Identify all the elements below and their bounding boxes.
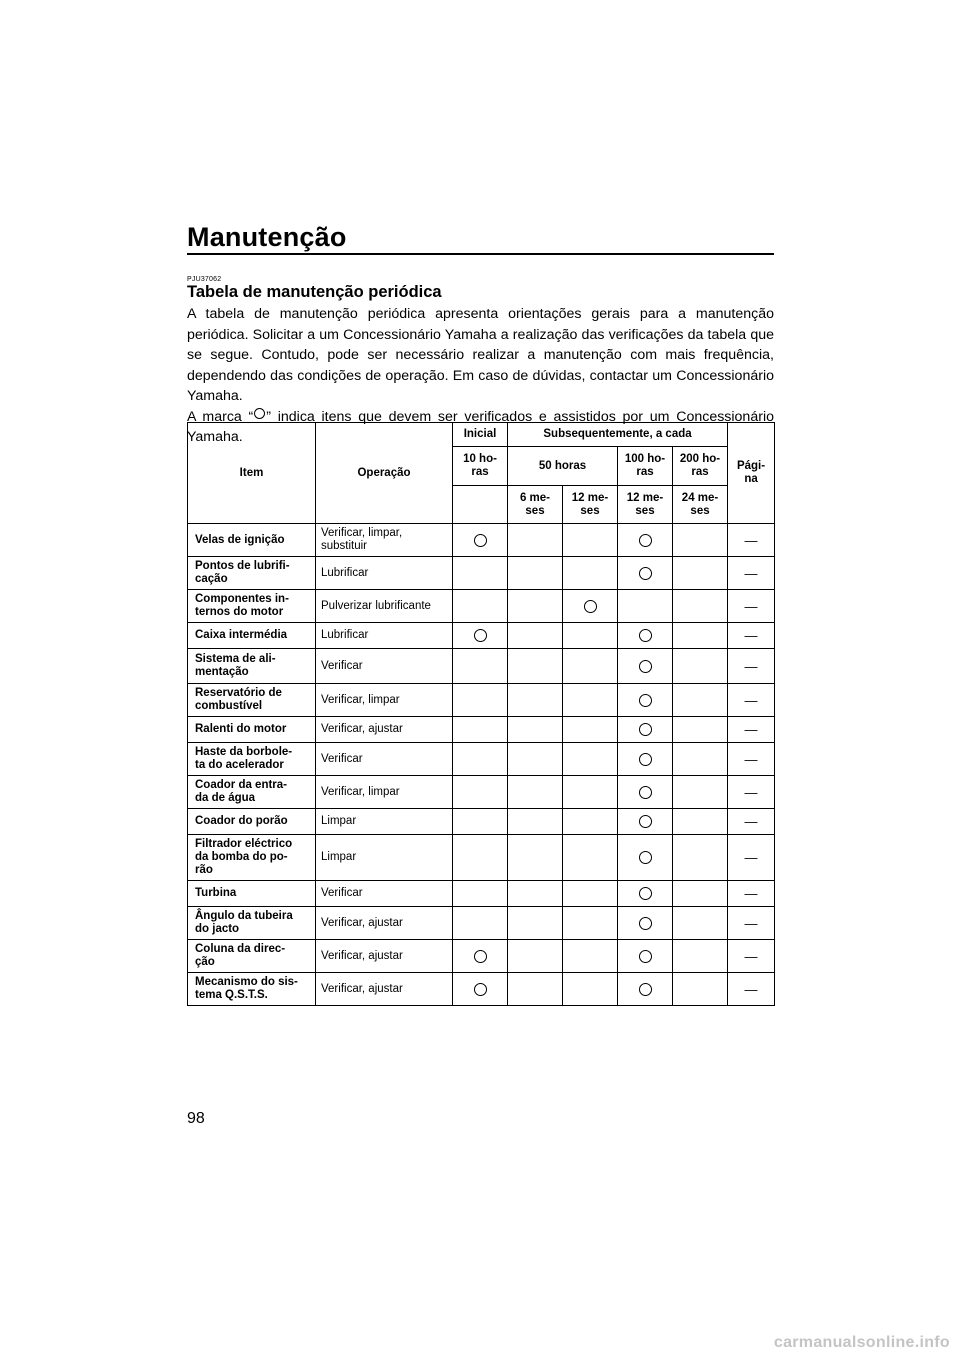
row-interval-cell [508, 907, 563, 940]
row-operation: Verificar, limpar [316, 684, 453, 717]
row-interval-cell [618, 590, 673, 623]
row-interval-cell [673, 590, 728, 623]
circle-mark-icon [639, 660, 652, 673]
table-row [188, 684, 775, 717]
row-interval-cell [618, 809, 673, 835]
row-interval-cell [673, 649, 728, 684]
table-row [188, 557, 775, 590]
circle-mark-icon [584, 600, 597, 613]
header-hours-50: 50 horas [508, 447, 618, 486]
row-interval-cell [563, 776, 618, 809]
row-interval-cell [563, 940, 618, 973]
row-interval-cell [508, 881, 563, 907]
circle-mark-icon [254, 408, 265, 419]
row-operation: Verificar [316, 881, 453, 907]
row-operation: Limpar [316, 835, 453, 881]
circle-mark-icon [639, 534, 652, 547]
circle-mark-icon [474, 983, 487, 996]
table-row [188, 649, 775, 684]
row-page: — [728, 940, 775, 973]
header-initial: Inicial [453, 423, 508, 447]
row-interval-cell [618, 684, 673, 717]
header-page: Pági- na [728, 423, 775, 524]
row-item: Mecanismo do sis- tema Q.S.T.S. [188, 973, 316, 1006]
row-interval-cell [508, 973, 563, 1006]
row-interval-cell [563, 623, 618, 649]
row-interval-cell [508, 743, 563, 776]
table-row [188, 776, 775, 809]
row-item: Ralenti do motor [188, 717, 316, 743]
row-interval-cell [673, 557, 728, 590]
row-interval-cell [563, 809, 618, 835]
header-operation: Operação [316, 423, 453, 524]
table-row [188, 973, 775, 1006]
row-interval-cell [673, 684, 728, 717]
row-page: — [728, 524, 775, 557]
circle-mark-icon [639, 851, 652, 864]
row-interval-cell [508, 809, 563, 835]
row-item: Coluna da direc- ção [188, 940, 316, 973]
row-item: Sistema de ali- mentação [188, 649, 316, 684]
circle-mark-icon [639, 887, 652, 900]
row-item: Coador do porão [188, 809, 316, 835]
circle-mark-icon [639, 723, 652, 736]
row-interval-cell [563, 524, 618, 557]
row-operation: Verificar [316, 649, 453, 684]
maintenance-table-body [188, 524, 775, 1006]
header-subsequent: Subsequentemente, a cada [508, 423, 728, 447]
row-item: Turbina [188, 881, 316, 907]
circle-mark-icon [639, 983, 652, 996]
header-months-6: 6 me- ses [508, 486, 563, 524]
circle-mark-icon [474, 629, 487, 642]
row-interval-cell [563, 717, 618, 743]
document-code: PJU37062 [187, 276, 222, 283]
row-operation: Verificar, ajustar [316, 973, 453, 1006]
circle-mark-icon [639, 950, 652, 963]
row-operation: Limpar [316, 809, 453, 835]
row-interval-cell [508, 590, 563, 623]
row-interval-cell [508, 649, 563, 684]
row-interval-cell [453, 623, 508, 649]
row-interval-cell [453, 684, 508, 717]
header-hours-100: 100 ho- ras [618, 447, 673, 486]
circle-mark-icon [639, 815, 652, 828]
circle-mark-icon [474, 950, 487, 963]
row-item: Ângulo da tubeira do jacto [188, 907, 316, 940]
table-row [188, 835, 775, 881]
row-page: — [728, 973, 775, 1006]
header-months-24: 24 me- ses [673, 486, 728, 524]
row-interval-cell [618, 623, 673, 649]
row-item: Filtrador eléctrico da bomba do po- rão [188, 835, 316, 881]
row-interval-cell [508, 684, 563, 717]
row-item: Componentes in- ternos do motor [188, 590, 316, 623]
row-page: — [728, 557, 775, 590]
row-interval-cell [618, 881, 673, 907]
row-operation: Verificar, limpar [316, 776, 453, 809]
row-interval-cell [673, 623, 728, 649]
section-heading: Tabela de manutenção periódica [187, 283, 442, 301]
row-interval-cell [508, 557, 563, 590]
row-interval-cell [453, 557, 508, 590]
row-interval-cell [563, 684, 618, 717]
row-interval-cell [508, 717, 563, 743]
circle-mark-icon [639, 629, 652, 642]
row-interval-cell [453, 881, 508, 907]
table-row [188, 743, 775, 776]
table-row [188, 590, 775, 623]
row-item: Haste da borbole- ta do acelerador [188, 743, 316, 776]
row-interval-cell [453, 835, 508, 881]
row-interval-cell [453, 743, 508, 776]
row-interval-cell [673, 881, 728, 907]
table-row [188, 524, 775, 557]
row-interval-cell [453, 809, 508, 835]
row-interval-cell [508, 940, 563, 973]
row-page: — [728, 623, 775, 649]
circle-mark-icon [639, 694, 652, 707]
row-page: — [728, 809, 775, 835]
header-hours-10: 10 ho- ras [453, 447, 508, 486]
row-interval-cell [673, 743, 728, 776]
page-title: Manutenção [187, 222, 347, 252]
row-interval-cell [563, 973, 618, 1006]
row-interval-cell [673, 907, 728, 940]
row-interval-cell [673, 809, 728, 835]
table-row [188, 907, 775, 940]
row-operation: Verificar, limpar, substituir [316, 524, 453, 557]
row-interval-cell [673, 835, 728, 881]
row-item: Pontos de lubrifi- cação [188, 557, 316, 590]
row-operation: Lubrificar [316, 557, 453, 590]
row-interval-cell [618, 973, 673, 1006]
row-interval-cell [563, 907, 618, 940]
row-interval-cell [673, 973, 728, 1006]
row-interval-cell [453, 524, 508, 557]
circle-mark-icon [639, 917, 652, 930]
row-interval-cell [453, 776, 508, 809]
row-interval-cell [618, 835, 673, 881]
row-interval-cell [618, 907, 673, 940]
row-page: — [728, 776, 775, 809]
header-months-12-a: 12 me- ses [563, 486, 618, 524]
row-item: Reservatório de combustível [188, 684, 316, 717]
row-operation: Verificar, ajustar [316, 940, 453, 973]
page-number: 98 [187, 1110, 205, 1127]
circle-mark-icon [639, 786, 652, 799]
circle-mark-icon [639, 567, 652, 580]
row-interval-cell [618, 776, 673, 809]
row-page: — [728, 835, 775, 881]
row-operation: Lubrificar [316, 623, 453, 649]
row-interval-cell [453, 717, 508, 743]
row-interval-cell [453, 590, 508, 623]
row-interval-cell [618, 717, 673, 743]
row-page: — [728, 881, 775, 907]
row-interval-cell [563, 881, 618, 907]
watermark: carmanualsonline.info [773, 1334, 950, 1351]
row-interval-cell [618, 649, 673, 684]
row-interval-cell [563, 743, 618, 776]
row-interval-cell [453, 973, 508, 1006]
row-interval-cell [453, 940, 508, 973]
header-empty-cell [453, 486, 508, 524]
table-row [188, 940, 775, 973]
intro-paragraph-1: A tabela de manutenção periódica apresenta orientações gerais para a manutenção periódica. Solicitar a um Concessionário Yamaha a realização das verificações da tabela que se segue. Contudo, pode ser necessário realizar a manutenção com mais frequência, dependendo das condições de operação. Em caso de dúvidas, contactar um Concessionário Yamaha. [187, 306, 774, 404]
row-operation: Pulverizar lubrificante [316, 590, 453, 623]
row-interval-cell [508, 835, 563, 881]
title-divider [187, 253, 774, 255]
row-interval-cell [673, 717, 728, 743]
row-page: — [728, 717, 775, 743]
intro-paragraph-2-end: ” indica itens que devem ser verificados e assistidos por um Concessionário Yamaha. [187, 408, 774, 445]
maintenance-table [187, 422, 775, 1006]
row-operation: Verificar [316, 743, 453, 776]
row-page: — [728, 684, 775, 717]
row-interval-cell [618, 743, 673, 776]
row-operation: Verificar, ajustar [316, 717, 453, 743]
row-interval-cell [618, 557, 673, 590]
row-interval-cell [508, 776, 563, 809]
row-page: — [728, 649, 775, 684]
circle-mark-icon [474, 534, 487, 547]
header-months-12-b: 12 me- ses [618, 486, 673, 524]
header-item: Item [188, 423, 316, 524]
row-interval-cell [453, 649, 508, 684]
table-row [188, 881, 775, 907]
row-interval-cell [508, 623, 563, 649]
circle-mark-icon [639, 753, 652, 766]
row-interval-cell [453, 907, 508, 940]
table-row [188, 623, 775, 649]
row-item: Coador da entra- da de água [188, 776, 316, 809]
row-interval-cell [563, 590, 618, 623]
row-interval-cell [563, 835, 618, 881]
table-row [188, 809, 775, 835]
row-interval-cell [673, 940, 728, 973]
row-interval-cell [618, 940, 673, 973]
row-interval-cell [673, 776, 728, 809]
row-interval-cell [508, 524, 563, 557]
row-item: Caixa intermédia [188, 623, 316, 649]
header-hours-200: 200 ho- ras [673, 447, 728, 486]
row-interval-cell [618, 524, 673, 557]
row-page: — [728, 743, 775, 776]
table-row [188, 717, 775, 743]
intro-paragraph-2-start: A marca “ [187, 408, 254, 425]
row-page: — [728, 907, 775, 940]
row-interval-cell [673, 524, 728, 557]
row-interval-cell [563, 557, 618, 590]
row-interval-cell [563, 649, 618, 684]
row-operation: Verificar, ajustar [316, 907, 453, 940]
row-page: — [728, 590, 775, 623]
row-item: Velas de ignição [188, 524, 316, 557]
